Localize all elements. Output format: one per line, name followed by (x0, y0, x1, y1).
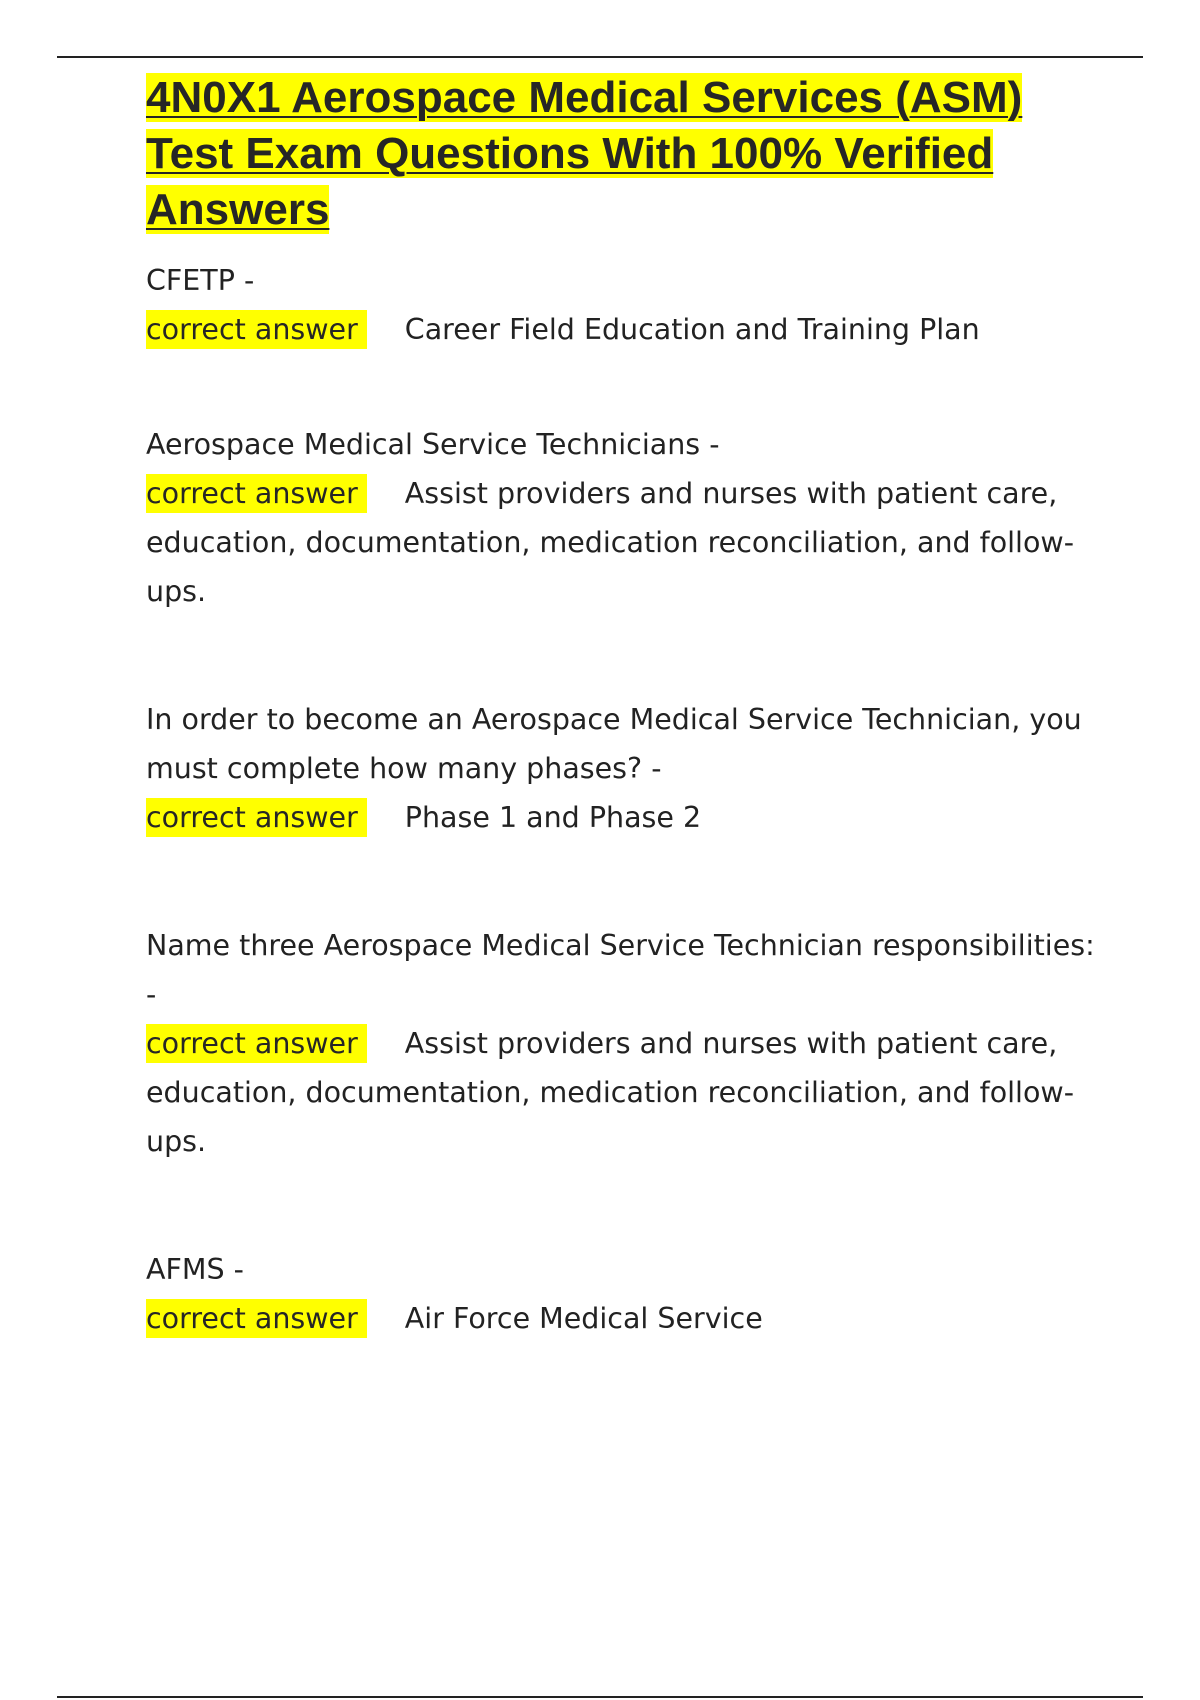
answer-text: Air Force Medical Service (404, 1302, 763, 1335)
answer-text: Assist providers and nurses with patient care, education, documentation, medication reconciliation, and follow-ups. (146, 477, 1075, 608)
correct-answer-label: correct answer (146, 310, 367, 349)
answer-line (146, 793, 1096, 842)
answer-line (146, 305, 1096, 354)
question-text: Name three Aerospace Medical Service Technician responsibilities: - (146, 929, 1095, 1011)
answer-text: Assist providers and nurses with patient care, education, documentation, medication reconciliation, and follow-ups. (146, 1027, 1075, 1158)
qa-item (146, 921, 1096, 1166)
question-text: In order to become an Aerospace Medical Service Technician, you must complete how many phases? - (146, 703, 1082, 785)
qa-item (146, 695, 1096, 842)
question-text: AFMS - (146, 1253, 244, 1286)
footer-rule (57, 1696, 1143, 1698)
answer-line (146, 469, 1096, 616)
correct-answer-label: correct answer (146, 474, 367, 513)
correct-answer-label: correct answer (146, 1024, 367, 1063)
header-rule (57, 56, 1143, 58)
answer-text: Career Field Education and Training Plan (404, 313, 980, 346)
qa-item (146, 1245, 1096, 1343)
document-title (146, 70, 1096, 238)
answer-line (146, 1294, 1096, 1343)
document-title-text: 4N0X1 Aerospace Medical Services (ASM) Test Exam Questions With 100% Verified Answers (146, 73, 1023, 234)
question-text: Aerospace Medical Service Technicians - (146, 428, 720, 461)
qa-item (146, 420, 1096, 616)
correct-answer-label: correct answer (146, 798, 367, 837)
qa-item (146, 256, 1096, 354)
correct-answer-label: correct answer (146, 1299, 367, 1338)
document-body (146, 70, 1096, 1422)
answer-text: Phase 1 and Phase 2 (404, 801, 702, 834)
answer-line (146, 1019, 1096, 1166)
qa-list (146, 256, 1096, 1343)
question-text: CFETP - (146, 264, 255, 297)
